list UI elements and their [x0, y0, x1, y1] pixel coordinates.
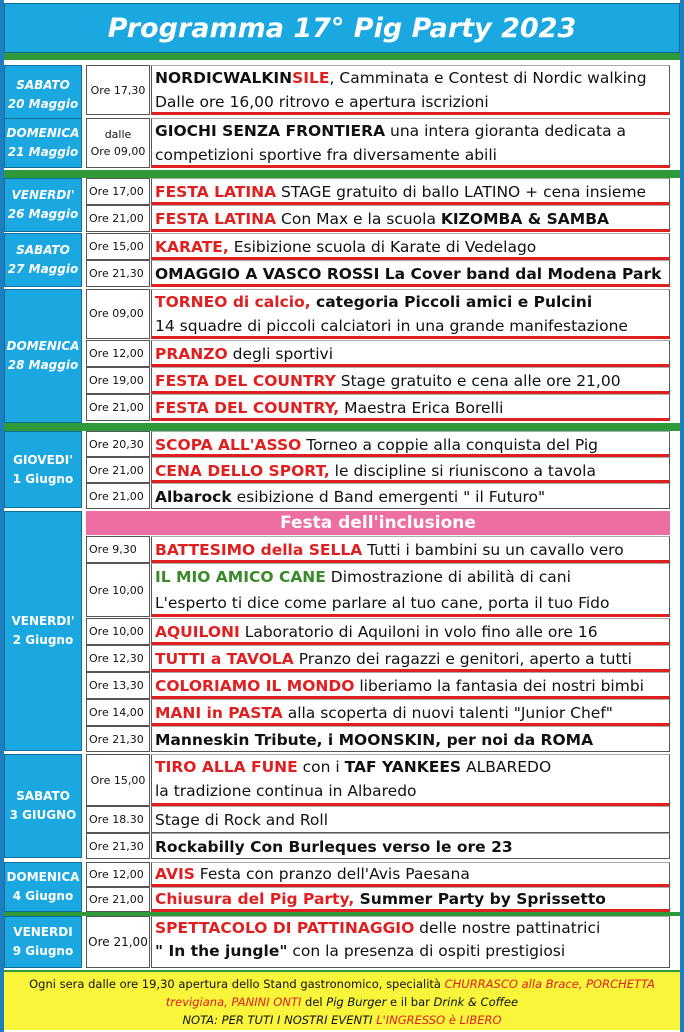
event-title: SPETTACOLO DI PATTINAGGIO: [155, 919, 415, 937]
day-date: 21 Maggio: [7, 145, 79, 159]
event-desc: Con Max e la scuola: [276, 210, 441, 228]
event-desc: Stage gratuito e cena alle ore 21,00: [335, 372, 621, 390]
day-name: SABATO: [16, 243, 70, 257]
event-title: CENA DELLO SPORT,: [155, 462, 330, 480]
event-title: Stage di Rock and Roll: [155, 811, 329, 829]
time-text: Ore 10,00: [89, 625, 144, 638]
event-nordic-walking: [151, 65, 670, 115]
inclusion-banner: Festa dell'inclusione: [86, 511, 670, 535]
event-desc: STAGE gratuito di ballo LATINO + cena insieme: [276, 183, 647, 201]
event-desc: alla scoperta di nuovi talenti "Junior Chef": [282, 704, 613, 722]
event-giochi-senza-frontiera: [151, 118, 670, 168]
event-desc: Pranzo dei ragazzi e genitori, aperto a tutti: [293, 650, 632, 668]
day-domenica-21: [4, 118, 82, 168]
event-title: Rockabilly Con Burleques verso le ore 23: [155, 838, 513, 856]
event-title: MANI in PASTA: [155, 704, 283, 722]
day-date: 1 Giugno: [12, 471, 74, 486]
time-text: Ore 17,00: [89, 185, 144, 198]
event-title: Manneskin Tribute, i MOONSKIN, per noi da ROMA: [155, 731, 594, 749]
event-mani-in-pasta: [151, 699, 670, 726]
time-text: Ore 21,00: [89, 212, 144, 225]
time-cell: [86, 205, 150, 232]
event-desc: Maestra Erica Borelli: [339, 399, 504, 417]
event-festa-country-stage: [151, 367, 670, 394]
right-border: [680, 0, 684, 1032]
day-name: SABATO: [16, 789, 70, 803]
time-text: Ore 15,00: [90, 773, 146, 787]
event-desc: Tutti i bambini su un cavallo vero: [362, 541, 624, 559]
day-name: GIOVEDI': [13, 452, 73, 467]
event-pattinaggio: [151, 916, 670, 968]
day-domenica-4: [4, 862, 82, 912]
time-text: Ore 21,00: [89, 401, 144, 414]
time-text: Ore 18.30: [89, 813, 144, 826]
event-coloriamo-mondo: [151, 672, 670, 699]
time-cell: [86, 178, 150, 205]
event-title: KARATE,: [155, 238, 229, 256]
event-title: PRANZO: [155, 345, 228, 363]
event-highlight: Summer Party by Sprissetto: [354, 890, 606, 908]
event-title: TORNEO di calcio,: [155, 293, 311, 311]
event-desc: con la presenza di ospiti prestigiosi: [287, 942, 566, 960]
event-avis: [151, 862, 670, 887]
day-domenica-28: [4, 289, 82, 423]
time-cell: [86, 289, 150, 339]
day-giovedi-1: [4, 431, 82, 508]
footer-note: [4, 970, 680, 1030]
event-title: AVIS: [155, 865, 195, 883]
event-karate: [151, 233, 670, 260]
event-tutti-a-tavola: [151, 645, 670, 672]
event-title: OMAGGIO A VASCO ROSSI La Cover band dal Modena Park: [155, 265, 662, 283]
time-cell: [86, 833, 150, 859]
footer-text: NOTA: PER TUTI I NOSTRI EVENTI: [182, 1013, 377, 1027]
event-desc: con i: [297, 758, 345, 776]
time-cell: [86, 672, 150, 699]
event-festa-latina-kizomba: [151, 205, 670, 232]
event-highlight: categoria Piccoli amici e Pulcini: [310, 293, 593, 311]
event-rockabilly: [151, 833, 670, 859]
event-desc: delle nostre pattinatrici: [414, 919, 601, 937]
event-highlight: KIZOMBA & SAMBA: [440, 210, 610, 228]
day-sabato-20: [4, 65, 82, 125]
time-cell: [86, 483, 150, 509]
day-name: DOMENICA: [6, 126, 80, 140]
event-desc: 14 squadre di piccoli calciatori in una grande manifestazione: [155, 317, 628, 335]
day-venerdi-9: [4, 916, 82, 968]
time-cell: [86, 806, 150, 833]
time-cell: [86, 726, 150, 752]
footer-text: e il bar: [386, 995, 434, 1009]
event-desc: Torneo a coppie alla conquista del Pig: [301, 436, 599, 454]
event-title-highlight: SILE: [292, 69, 330, 87]
time-text: Ore 13,30: [89, 679, 144, 692]
time-cell: [86, 457, 150, 483]
event-title: FESTA LATINA: [155, 210, 277, 228]
time-cell: [86, 233, 150, 260]
event-highlight: " In the jungle": [155, 942, 288, 960]
event-battesimo-sella: [151, 536, 670, 563]
event-desc: Festa con pranzo dell'Avis Paesana: [194, 865, 470, 883]
footer-text: del: [301, 995, 327, 1009]
event-desc: Esibizione scuola di Karate di Vedelago: [228, 238, 537, 256]
day-date: 2 Giugno: [12, 633, 74, 647]
time-text: Ore 21,00: [89, 893, 144, 906]
day-sabato-3: [4, 754, 82, 858]
event-title: AQUILONI: [155, 623, 240, 641]
time-cell: [86, 645, 150, 672]
event-desc: competizioni sportive fra diversamente abili: [155, 146, 497, 164]
day-name: VENERDI': [11, 614, 75, 628]
time-cell: [86, 754, 150, 806]
footer-highlight: CHURRASCO alla Brace, PORCHETTA: [444, 977, 655, 991]
event-title: FESTA LATINA: [155, 183, 277, 201]
time-text: Ore 21,00: [88, 934, 148, 949]
time-text: Ore 14,00: [89, 706, 144, 719]
footer-highlight: trevigiana, PANINI ONTI: [165, 995, 302, 1009]
event-torneo-calcio: [151, 289, 670, 339]
event-title: NORDICWALKIN: [155, 69, 293, 87]
event-festa-country-borelli: [151, 394, 670, 421]
event-desc: , Camminata e Contest di Nordic walking: [329, 69, 647, 87]
event-desc: Dimostrazione di abilità di cani: [325, 568, 571, 586]
event-desc: la tradizione continua in Albaredo: [155, 782, 417, 800]
time-cell: [86, 260, 150, 287]
time-text: Ore 12,00: [89, 868, 144, 881]
event-rock-and-roll: [151, 806, 670, 833]
event-amico-cane: [151, 563, 670, 617]
page-title: Programma 17° Pig Party 2023: [4, 3, 680, 53]
time-text: Ore 9,30: [89, 543, 137, 556]
event-aquiloni: [151, 618, 670, 645]
event-cena-sport: [151, 457, 670, 483]
event-festa-latina-stage: [151, 178, 670, 205]
day-date: 28 Maggio: [7, 358, 79, 372]
event-desc: Laboratorio di Aquiloni in volo fino alle ore 16: [239, 623, 598, 641]
time-cell: [86, 916, 150, 968]
event-title: BATTESIMO della SELLA: [155, 541, 363, 559]
day-venerdi-26: [4, 178, 82, 232]
day-date: 20 Maggio: [7, 97, 79, 111]
event-pranzo-sportivi: [151, 340, 670, 367]
time-cell: [86, 367, 150, 394]
time-text: Ore 21,30: [89, 839, 144, 853]
event-chiusura-pig-party: [151, 887, 670, 912]
day-venerdi-2: [4, 511, 82, 751]
event-title: Chiusura del Pig Party,: [155, 890, 355, 908]
time-text: Ore 19,00: [89, 374, 144, 387]
event-title: FESTA DEL COUNTRY: [155, 372, 336, 390]
event-title: IL MIO AMICO CANE: [155, 568, 326, 586]
day-date: 27 Maggio: [7, 262, 79, 276]
day-date: 4 Giugno: [12, 889, 74, 903]
event-desc: Dalle ore 16,00 ritrovo e apertura iscrizioni: [155, 93, 489, 111]
event-tiro-alla-fune: [151, 754, 670, 806]
event-title: COLORIAMO IL MONDO: [155, 677, 355, 695]
footer-text: Ogni sera dalle ore 19,30 apertura dello Stand gastronomico, specialità: [29, 977, 445, 991]
event-desc: liberiamo la fantasia dei nostri bimbi: [354, 677, 644, 695]
event-title: FESTA DEL COUNTRY,: [155, 399, 340, 417]
time-text: Ore 12,30: [89, 652, 144, 665]
time-cell: [86, 536, 150, 563]
event-title: Albarock: [155, 488, 232, 506]
time-cell: [86, 887, 150, 912]
time-text: Ore 21,30: [89, 267, 144, 280]
time-text: Ore 21,00: [89, 489, 144, 503]
time-text: Ore 10,00: [89, 584, 144, 597]
time-text: Ore 12,00: [89, 347, 144, 360]
time-text: Ore 21,30: [89, 732, 144, 746]
event-desc: L'esperto ti dice come parlare al tuo cane, porta il tuo Fido: [155, 594, 610, 612]
day-name: VENERDI: [13, 925, 73, 939]
time-cell: [86, 118, 150, 168]
day-date: 26 Maggio: [7, 207, 79, 221]
day-name: SABATO: [16, 78, 70, 92]
section-divider: [4, 170, 680, 178]
time-cell: [86, 431, 150, 457]
time-text: Ore 15,00: [89, 240, 144, 253]
time-cell: [86, 618, 150, 645]
event-desc: ALBAREDO: [461, 758, 552, 776]
time-text: Ore 21,00: [89, 463, 144, 477]
day-sabato-27: [4, 233, 82, 287]
time-cell: [86, 563, 150, 617]
event-scopa-asso: [151, 431, 670, 457]
time-cell: [86, 340, 150, 367]
day-date: 9 Giugno: [12, 944, 74, 958]
time-text: Ore 09,00: [89, 307, 144, 320]
footer-highlight: L'INGRESSO è LIBERO: [376, 1013, 502, 1027]
event-highlight: TAF YANKEES: [344, 758, 462, 776]
section-divider: [4, 423, 680, 431]
time-text: Ore 09,00: [90, 145, 146, 158]
event-title: SCOPA ALL'ASSO: [155, 436, 302, 454]
day-name: DOMENICA: [6, 870, 80, 884]
day-name: DOMENICA: [6, 339, 80, 353]
time-cell: [86, 862, 150, 887]
footer-text: Drink & Coffee: [433, 995, 519, 1009]
footer-text: Pig Burger: [326, 995, 387, 1009]
time-text: dalle: [104, 128, 132, 141]
event-albarock: [151, 483, 670, 509]
day-name: VENERDI': [11, 188, 75, 202]
day-date: 3 GIUGNO: [9, 808, 77, 822]
event-desc: le discipline si riuniscono a tavola: [329, 462, 596, 480]
event-vasco-rossi: [151, 260, 670, 287]
title-divider: [4, 53, 680, 60]
event-desc: degli sportivi: [227, 345, 334, 363]
event-desc: esibizione d Band emergenti " il Futuro": [231, 488, 546, 506]
time-cell: [86, 65, 150, 115]
event-title: GIOCHI SENZA FRONTIERA: [155, 122, 386, 140]
event-title: TUTTI a TAVOLA: [155, 650, 294, 668]
event-moonskin: [151, 726, 670, 752]
event-desc: una intera gioranta dedicata a: [385, 122, 626, 140]
time-text: Ore 17,30: [90, 83, 146, 97]
time-cell: [86, 394, 150, 421]
time-text: Ore 20,30: [89, 437, 144, 451]
time-cell: [86, 699, 150, 726]
event-title: TIRO ALLA FUNE: [155, 758, 298, 776]
